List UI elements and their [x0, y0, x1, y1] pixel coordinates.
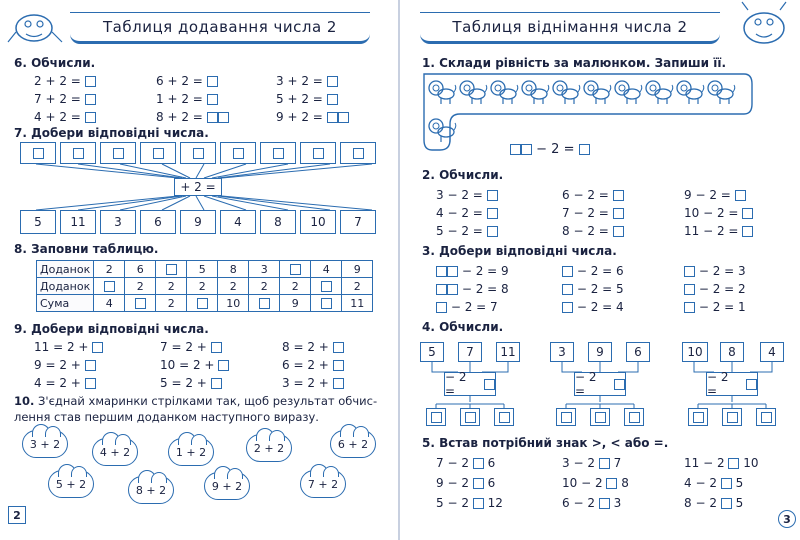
exercise-6-item: 7 + 2 = [34, 92, 96, 106]
number-cell: 3 [550, 342, 574, 362]
exercise-2-item: 7 − 2 = [562, 206, 624, 220]
row-label: Сума [37, 295, 94, 312]
sign-box[interactable] [599, 458, 610, 469]
exercise-2-item: 8 − 2 = [562, 224, 624, 238]
exercise-5-item: 5 − 2 12 [436, 496, 503, 510]
exercise-2-item: 5 − 2 = [436, 224, 498, 238]
number-cell: 11 [496, 342, 520, 362]
cloud-card[interactable]: 8 + 2 [128, 476, 174, 504]
cloud-card[interactable]: 4 + 2 [92, 438, 138, 466]
exercise-9-item: 8 = 2 + [282, 340, 344, 354]
table-answer-cell[interactable] [280, 261, 311, 278]
answer-cell[interactable] [756, 408, 776, 426]
page-number: 3 [778, 510, 796, 528]
exercise-6-item: 1 + 2 = [156, 92, 218, 106]
answer-box[interactable] [613, 190, 624, 201]
operation-box: − 2 = [574, 372, 626, 396]
exercise-7-connector-lines [0, 0, 400, 120]
exercise-5-item: 9 − 2 6 [436, 476, 496, 490]
number-cell: 11 [60, 210, 96, 234]
exercise-10-heading: 10. З'єднай хмаринки стрілками так, щоб результат обчис- [14, 394, 378, 408]
exercise-5-item: 3 − 2 7 [562, 456, 622, 470]
answer-box[interactable] [436, 302, 447, 313]
exercise-2-item: 9 − 2 = [684, 188, 746, 202]
number-cell: 8 [260, 210, 296, 234]
exercise-2-heading: 2. Обчисли. [422, 168, 504, 182]
exercise-6-item: 9 + 2 = [276, 110, 349, 124]
page-title: Таблиця додавання числа 2 [70, 12, 370, 44]
answer-box[interactable] [436, 266, 447, 277]
number-cell: 6 [626, 342, 650, 362]
answer-box[interactable] [742, 208, 753, 219]
answer-box[interactable] [436, 284, 447, 295]
answer-cell-top[interactable] [60, 142, 96, 164]
exercise-5-heading: 5. Встав потрібний знак >, < або =. [422, 436, 669, 450]
exercise-2-item: 11 − 2 = [684, 224, 753, 238]
answer-box[interactable] [487, 190, 498, 201]
exercise-3-item: − 2 = 3 [684, 264, 746, 278]
answer-box[interactable] [487, 208, 498, 219]
exercise-7-heading: 7. Добери відповідні числа. [14, 126, 209, 140]
answer-cell[interactable] [426, 408, 446, 426]
exercise-2-item: 6 − 2 = [562, 188, 624, 202]
exercise-4-connector-lines [400, 0, 800, 120]
cloud-card[interactable]: 1 + 2 [168, 438, 214, 466]
exercise-2-item: 3 − 2 = [436, 188, 498, 202]
number-cell: 9 [180, 210, 216, 234]
sign-box[interactable] [473, 498, 484, 509]
exercise-6-item: 5 + 2 = [276, 92, 338, 106]
exercise-9-heading: 9. Добери відповідні числа. [14, 322, 209, 336]
answer-cell-top[interactable] [260, 142, 296, 164]
answer-cell[interactable] [460, 408, 480, 426]
exercise-3-item: − 2 = 2 [684, 282, 746, 296]
exercise-9-item: 3 = 2 + [282, 376, 344, 390]
exercise-3-item: − 2 = 4 [562, 300, 624, 314]
answer-box[interactable] [447, 284, 458, 295]
operation-box: + 2 = [174, 178, 222, 196]
exercise-5-item: 7 − 2 6 [436, 456, 496, 470]
exercise-3-item: − 2 = 8 [436, 282, 509, 296]
row-label: Доданок [37, 261, 94, 278]
cloud-card[interactable]: 3 + 2 [22, 430, 68, 458]
cloud-card[interactable]: 9 + 2 [204, 472, 250, 500]
answer-cell-top[interactable] [140, 142, 176, 164]
answer-cell[interactable] [624, 408, 644, 426]
answer-box[interactable] [562, 284, 573, 295]
answer-box[interactable] [684, 284, 695, 295]
addition-table [36, 260, 373, 312]
exercise-1-equation: − 2 = [510, 142, 590, 157]
answer-cell[interactable] [688, 408, 708, 426]
exercise-5-item: 6 − 2 3 [562, 496, 622, 510]
cloud-card[interactable]: 7 + 2 [300, 470, 346, 498]
answer-cell-top[interactable] [340, 142, 376, 164]
sign-box[interactable] [599, 498, 610, 509]
answer-cell-top[interactable] [20, 142, 56, 164]
exercise-3-item: − 2 = 9 [436, 264, 509, 278]
answer-box[interactable] [333, 378, 344, 389]
exercise-4-heading: 4. Обчисли. [422, 320, 504, 334]
answer-box[interactable] [746, 379, 757, 390]
exercise-5-item: 4 − 2 5 [684, 476, 744, 490]
table-answer-cell[interactable] [187, 295, 218, 312]
table-row: Доданок 2 6 5 8 3 4 9 [37, 261, 373, 278]
answer-cell[interactable] [722, 408, 742, 426]
answer-box[interactable] [218, 360, 229, 371]
table-row: Сума 4 2 10 9 11 [37, 295, 373, 312]
exercise-9-item: 4 = 2 + [34, 376, 96, 390]
table-row: Доданок 2 2 2 2 2 2 2 [37, 278, 373, 295]
table-answer-cell[interactable] [311, 295, 342, 312]
operation-box: − 2 = [706, 372, 758, 396]
exercise-3-item: − 2 = 6 [562, 264, 624, 278]
exercise-6-item: 6 + 2 = [156, 74, 218, 88]
number-cell: 7 [340, 210, 376, 234]
sign-box[interactable] [473, 458, 484, 469]
number-cell: 6 [140, 210, 176, 234]
answer-box[interactable] [447, 266, 458, 277]
number-cell: 9 [588, 342, 612, 362]
lion-icon [428, 116, 458, 146]
answer-box[interactable] [211, 378, 222, 389]
number-cell: 4 [220, 210, 256, 234]
cloud-card[interactable]: 6 + 2 [330, 430, 376, 458]
row-label: Доданок [37, 278, 94, 295]
number-cell: 5 [420, 342, 444, 362]
answer-box[interactable] [562, 266, 573, 277]
sign-box[interactable] [606, 478, 617, 489]
number-cell: 5 [20, 210, 56, 234]
exercise-6-item: 2 + 2 = [34, 74, 96, 88]
answer-cell[interactable] [494, 408, 514, 426]
exercise-8-heading: 8. Заповни таблицю. [14, 242, 159, 256]
number-cell: 10 [682, 342, 708, 362]
exercise-6-item: 8 + 2 = [156, 110, 229, 124]
answer-box[interactable] [85, 378, 96, 389]
answer-cell-top[interactable] [100, 142, 136, 164]
exercise-9-item: 11 = 2 + [34, 340, 103, 354]
answer-box[interactable] [735, 190, 746, 201]
table-answer-cell[interactable] [249, 295, 280, 312]
answer-box[interactable] [613, 226, 624, 237]
table-answer-cell[interactable] [125, 295, 156, 312]
sign-box[interactable] [721, 478, 732, 489]
answer-box[interactable] [613, 208, 624, 219]
number-cell: 4 [760, 342, 784, 362]
exercise-9-item: 6 = 2 + [282, 358, 344, 372]
answer-box[interactable] [684, 266, 695, 277]
exercise-9-item: 5 = 2 + [160, 376, 222, 390]
exercise-6-heading: 6. Обчисли. [14, 56, 96, 70]
page-title: Таблиця віднімання числа 2 [420, 12, 720, 44]
cloud-card[interactable]: 5 + 2 [48, 470, 94, 498]
exercise-3-item: − 2 = 5 [562, 282, 624, 296]
number-cell: 3 [100, 210, 136, 234]
table-answer-cell[interactable] [156, 261, 187, 278]
exercise-3-item: − 2 = 7 [436, 300, 498, 314]
exercise-3-item: − 2 = 1 [684, 300, 746, 314]
exercise-5-item: 11 − 2 10 [684, 456, 759, 470]
number-cell: 7 [458, 342, 482, 362]
table-answer-cell[interactable] [94, 278, 125, 295]
answer-box[interactable] [484, 379, 495, 390]
right-page [400, 0, 800, 540]
answer-cell[interactable] [590, 408, 610, 426]
number-cell: 10 [300, 210, 336, 234]
answer-cell-top[interactable] [220, 142, 256, 164]
answer-cell-top[interactable] [180, 142, 216, 164]
answer-cell-top[interactable] [300, 142, 336, 164]
answer-box[interactable] [562, 302, 573, 313]
answer-box[interactable] [92, 342, 103, 353]
exercise-9-item: 10 = 2 + [160, 358, 229, 372]
exercise-5-item: 10 − 2 8 [562, 476, 629, 490]
answer-box[interactable] [521, 144, 532, 155]
answer-box[interactable] [614, 379, 625, 390]
exercise-6-item: 3 + 2 = [276, 74, 338, 88]
cloud-card[interactable]: 2 + 2 [246, 434, 292, 462]
table-answer-cell[interactable] [311, 278, 342, 295]
answer-box[interactable] [333, 360, 344, 371]
exercise-5-item: 8 − 2 5 [684, 496, 744, 510]
answer-box[interactable] [510, 144, 521, 155]
answer-box[interactable] [684, 302, 695, 313]
page-number: 2 [8, 506, 26, 524]
sign-box[interactable] [728, 458, 739, 469]
sign-box[interactable] [721, 498, 732, 509]
answer-cell[interactable] [556, 408, 576, 426]
exercise-9-item: 7 = 2 + [160, 340, 222, 354]
answer-box[interactable] [487, 226, 498, 237]
exercise-1-heading: 1. Склади рівність за малюнком. Запиши її. [422, 56, 727, 70]
exercise-2-item: 4 − 2 = [436, 206, 498, 220]
answer-box[interactable] [579, 144, 590, 155]
answer-box[interactable] [742, 226, 753, 237]
sign-box[interactable] [473, 478, 484, 489]
answer-box[interactable] [85, 360, 96, 371]
answer-box[interactable] [211, 342, 222, 353]
answer-box[interactable] [333, 342, 344, 353]
exercise-9-item: 9 = 2 + [34, 358, 96, 372]
exercise-3-heading: 3. Добери відповідні числа. [422, 244, 617, 258]
exercise-6-item: 4 + 2 = [34, 110, 96, 124]
operation-box: − 2 = [444, 372, 496, 396]
exercise-10-heading-cont: лення став першим доданком наступного виразу. [14, 410, 319, 424]
exercise-2-item: 10 − 2 = [684, 206, 753, 220]
number-cell: 8 [720, 342, 744, 362]
